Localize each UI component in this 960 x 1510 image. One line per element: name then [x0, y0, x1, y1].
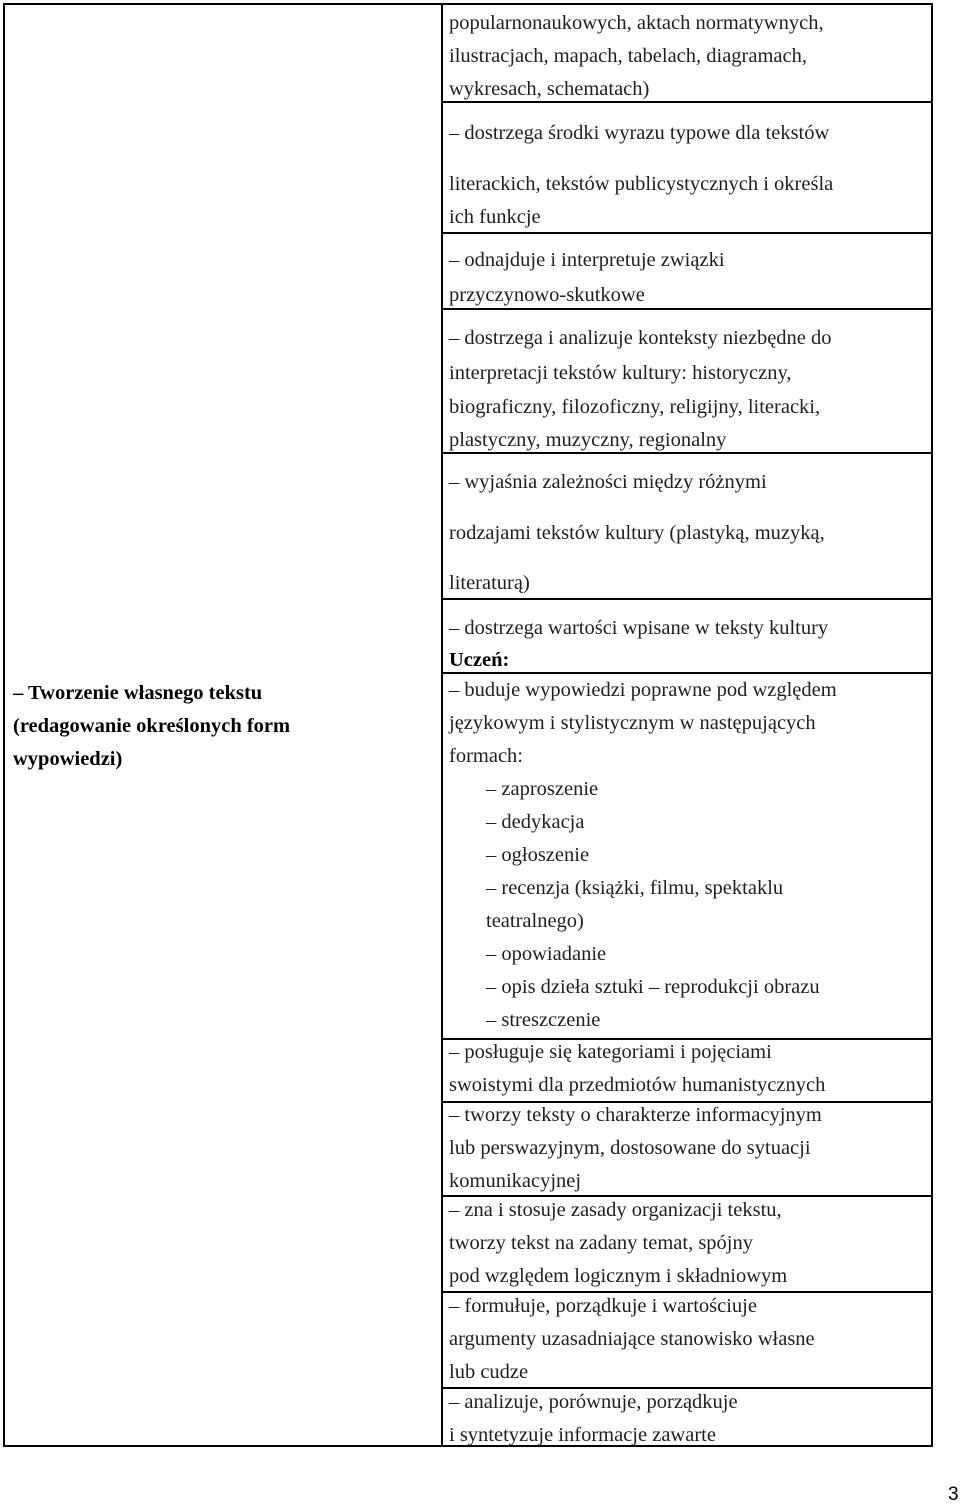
form-item: – opis dzieła sztuki – reprodukcji obrazu	[486, 976, 820, 998]
text-line: lub perswazyjnym, dostosowane do sytuacji	[449, 1137, 811, 1159]
text-line: – dostrzega i analizuje konteksty niezbędne do	[449, 327, 832, 349]
text-line: przyczynowo-skutkowe	[449, 284, 645, 306]
text-line: tworzy tekst na zadany temat, spójny	[449, 1232, 753, 1254]
form-item: – recenzja (książki, filmu, spektaklu	[486, 877, 784, 899]
requirement-block	[443, 232, 931, 310]
text-line: rodzajami tekstów kultury (plastyką, muzyką,	[449, 522, 825, 544]
text-line: popularnonaukowych, aktach normatywnych,	[449, 12, 824, 34]
requirement-block	[443, 1291, 931, 1389]
right-cell	[442, 4, 932, 1446]
text-line: komunikacyjnej	[449, 1170, 582, 1192]
text-line: – odnajduje i interpretuje związki	[449, 249, 725, 271]
text-line: – dostrzega środki wyrazu typowe dla tekstów	[449, 122, 830, 144]
form-item: – opowiadanie	[486, 943, 607, 965]
text-line: – tworzy teksty o charakterze informacyjnym	[449, 1104, 822, 1126]
section-heading-writing	[13, 677, 433, 776]
text-line: literaturą)	[449, 572, 530, 594]
text-line: językowym i stylistycznym w następujących	[449, 712, 816, 734]
student-label: Uczeń:	[449, 649, 510, 671]
text-line: – zna i stosuje zasady organizacji tekstu,	[449, 1199, 782, 1221]
heading-line: (redagowanie określonych form	[13, 715, 291, 737]
requirement-block	[443, 672, 931, 1040]
heading-line: wypowiedzi)	[13, 748, 123, 770]
requirement-block	[443, 101, 931, 234]
text-line: – dostrzega wartości wpisane w teksty kultury	[449, 617, 829, 639]
text-line: wykresach, schematach)	[449, 78, 650, 100]
page-number: 3	[948, 1484, 959, 1505]
curriculum-table	[3, 3, 933, 1447]
form-item: – ogłoszenie	[486, 844, 590, 866]
text-line: formach:	[449, 745, 523, 767]
requirement-block	[443, 1387, 931, 1447]
text-line: interpretacji tekstów kultury: historyczny,	[449, 362, 792, 384]
requirement-block	[443, 5, 931, 103]
requirement-block	[443, 1101, 931, 1197]
text-line: argumenty uzasadniające stanowisko własne	[449, 1328, 815, 1350]
requirement-block	[443, 598, 931, 674]
form-item: – streszczenie	[486, 1009, 601, 1031]
left-cell	[4, 4, 442, 1446]
table-row	[4, 4, 932, 1446]
text-line: ich funkcje	[449, 206, 541, 228]
form-item: – zaproszenie	[486, 778, 599, 800]
text-line: – formułuje, porządkuje i wartościuje	[449, 1295, 757, 1317]
requirement-block	[443, 1038, 931, 1103]
requirement-block	[443, 308, 931, 454]
text-line: i syntetyzuje informacje zawarte	[449, 1424, 716, 1446]
heading-line: – Tworzenie własnego tekstu	[13, 682, 263, 704]
text-line: plastyczny, muzyczny, regionalny	[449, 429, 727, 451]
form-item: – dedykacja	[486, 811, 585, 833]
text-line: swoistymi dla przedmiotów humanistycznych	[449, 1074, 826, 1096]
text-line: – analizuje, porównuje, porządkuje	[449, 1391, 738, 1413]
form-item: teatralnego)	[486, 910, 584, 932]
text-line: pod względem logicznym i składniowym	[449, 1265, 788, 1287]
text-line: – posługuje się kategoriami i pojęciami	[449, 1041, 772, 1063]
requirement-block	[443, 1195, 931, 1293]
text-line: literackich, tekstów publicystycznych i określa	[449, 173, 834, 195]
requirement-block	[443, 452, 931, 600]
text-line: biograficzny, filozoficzny, religijny, literacki,	[449, 396, 821, 418]
text-line: ilustracjach, mapach, tabelach, diagramach,	[449, 45, 807, 67]
text-line: – wyjaśnia zależności między różnymi	[449, 471, 767, 493]
text-line: – buduje wypowiedzi poprawne pod względem	[449, 679, 837, 701]
text-line: lub cudze	[449, 1361, 529, 1383]
